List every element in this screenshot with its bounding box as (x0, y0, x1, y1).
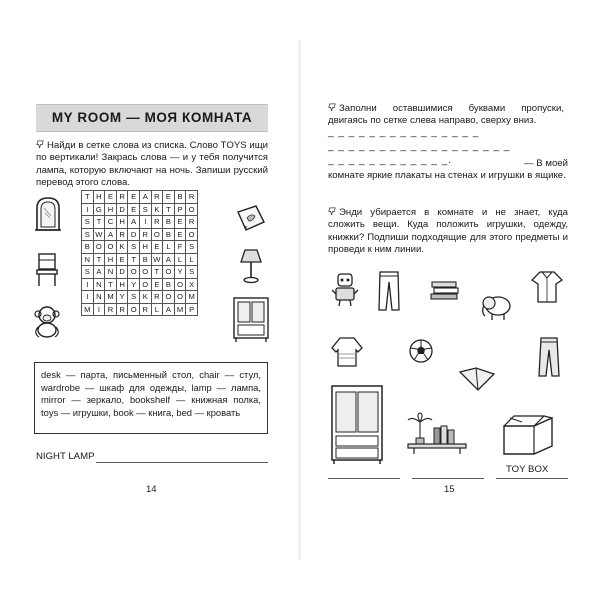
grid-cell[interactable]: Y (174, 266, 186, 279)
grid-cell[interactable]: R (139, 228, 151, 241)
grid-cell[interactable]: X (186, 278, 198, 291)
trousers-icon[interactable] (538, 336, 560, 378)
grid-cell[interactable]: R (139, 303, 151, 316)
page-number: 14 (146, 484, 157, 495)
fill-instruction: Заполни оставшимися буквами пропуски, двигаясь по сетке слева направо, сверху вниз. (328, 103, 564, 127)
right-page (300, 0, 600, 600)
grid-cell[interactable]: E (105, 191, 117, 204)
grid-cell[interactable]: T (128, 253, 140, 266)
grid-cell[interactable]: S (128, 291, 140, 304)
lamp-icon (240, 248, 262, 284)
elephant-toy-icon[interactable] (480, 292, 512, 322)
grid-cell[interactable]: O (163, 291, 175, 304)
grid-cell[interactable]: P (174, 203, 186, 216)
book-icon (236, 204, 266, 232)
grid-cell[interactable]: D (116, 266, 128, 279)
sentence-fragment: — В моей (524, 158, 568, 169)
grid-cell[interactable]: O (174, 278, 186, 291)
grid-cell[interactable]: W (93, 228, 105, 241)
grid-cell[interactable]: R (116, 303, 128, 316)
mirror-icon (33, 196, 63, 232)
grid-cell[interactable]: H (116, 278, 128, 291)
grid-cell[interactable]: M (174, 303, 186, 316)
grid-cell[interactable]: E (116, 253, 128, 266)
grid-row (82, 253, 198, 266)
grid-cell[interactable]: S (82, 266, 94, 279)
grid-cell[interactable]: O (93, 241, 105, 254)
answer-line-wardrobe[interactable] (328, 478, 400, 479)
grid-cell[interactable]: E (174, 216, 186, 229)
pin-icon (36, 140, 45, 149)
wardrobe-icon[interactable] (330, 384, 384, 466)
grid-cell[interactable]: O (163, 266, 175, 279)
grid-cell[interactable]: T (82, 191, 94, 204)
grid-cell[interactable]: T (163, 203, 175, 216)
grid-cell[interactable]: R (105, 303, 117, 316)
grid-cell[interactable]: B (163, 228, 175, 241)
grid-cell[interactable]: B (139, 253, 151, 266)
grid-cell[interactable]: R (186, 191, 198, 204)
grid-cell[interactable]: M (105, 291, 117, 304)
grid-row (82, 266, 198, 279)
grid-cell[interactable]: M (186, 291, 198, 304)
grid-cell[interactable]: I (82, 291, 94, 304)
open-book-icon[interactable] (458, 366, 496, 392)
pin-icon (328, 103, 337, 112)
grid-cell[interactable]: O (174, 291, 186, 304)
grid-cell[interactable]: D (116, 203, 128, 216)
grid-cell[interactable]: C (105, 216, 117, 229)
grid-cell[interactable]: L (186, 253, 198, 266)
grid-cell[interactable]: S (82, 216, 94, 229)
ball-icon[interactable] (408, 338, 434, 364)
grid-cell[interactable]: O (139, 278, 151, 291)
grid-cell[interactable]: E (128, 191, 140, 204)
grid-cell[interactable]: B (163, 278, 175, 291)
grid-cell[interactable]: O (186, 228, 198, 241)
grid-cell[interactable]: R (151, 216, 163, 229)
grid-cell[interactable]: K (139, 291, 151, 304)
grid-cell[interactable]: E (174, 228, 186, 241)
shelf-icon[interactable] (406, 412, 468, 458)
grid-cell[interactable]: H (139, 241, 151, 254)
grid-cell[interactable]: A (163, 303, 175, 316)
grid-cell[interactable]: F (174, 241, 186, 254)
grid-cell[interactable]: K (116, 241, 128, 254)
grid-row (82, 303, 198, 316)
grid-cell[interactable]: S (139, 203, 151, 216)
grid-cell[interactable]: K (151, 203, 163, 216)
fill-blank-row-1[interactable]: _ _ _ _ _ _ _ _ _ _ _ _ _ _ _ (328, 127, 480, 138)
grid-cell[interactable]: E (163, 191, 175, 204)
cabinet-icon (232, 296, 270, 344)
instructions-text: Найди в сетке слова из списка. Слово TOYS ищи по вертикали! Закрась слова — и у тебя получится лампа, которую включают на ночь. Запиши русский перевод этого слова. (36, 140, 268, 189)
grid-cell[interactable]: I (139, 216, 151, 229)
grid-cell[interactable]: O (105, 241, 117, 254)
grid-cell[interactable]: B (174, 191, 186, 204)
chair-icon (36, 252, 58, 288)
grid-cell[interactable]: N (82, 253, 94, 266)
grid-cell[interactable]: H (93, 191, 105, 204)
grid-cell[interactable]: M (82, 303, 94, 316)
grid-cell[interactable]: I (82, 203, 94, 216)
grid-cell[interactable]: R (116, 191, 128, 204)
grid-cell[interactable]: H (105, 253, 117, 266)
grid-row (82, 191, 198, 204)
sentence-end: комнате яркие плакаты на стенах и игрушки в ящике. (328, 170, 566, 181)
jeans-icon[interactable] (378, 270, 400, 312)
grid-row (82, 278, 198, 291)
grid-row (82, 241, 198, 254)
grid-cell[interactable]: A (93, 266, 105, 279)
page-title: MY ROOM — МОЯ КОМНАТА (36, 104, 268, 132)
grid-cell[interactable]: T (93, 253, 105, 266)
grid-cell[interactable]: O (128, 266, 140, 279)
grid-cell[interactable]: T (105, 278, 117, 291)
left-instructions (36, 140, 268, 190)
grid-cell[interactable]: N (93, 278, 105, 291)
grid-cell[interactable]: E (151, 241, 163, 254)
sweater-icon[interactable] (330, 336, 364, 368)
grid-cell[interactable]: O (128, 303, 140, 316)
sort-instruction: Энди убирается в комнате и не знает, куда сложить вещи. Куда положить игрушки, одежду, книжки? Подпиши подходящие для этого предметы и проведи к ним линии. (328, 207, 568, 256)
grid-cell[interactable]: E (151, 278, 163, 291)
grid-cell[interactable]: A (139, 191, 151, 204)
grid-row (82, 203, 198, 216)
grid-row (82, 228, 198, 241)
grid-cell[interactable]: T (151, 266, 163, 279)
page-number: 15 (444, 484, 455, 495)
grid-cell[interactable]: A (105, 228, 117, 241)
answer-line[interactable] (96, 462, 268, 463)
grid-row (82, 216, 198, 229)
fill-blank-row-2[interactable]: _ _ _ _ _ _ _ _ _ _ _ _ _ _ _ _ _ _ (328, 141, 511, 152)
grid-cell[interactable]: A (163, 253, 175, 266)
grid-cell[interactable]: I (93, 303, 105, 316)
robot-icon[interactable] (330, 272, 360, 308)
grid-cell[interactable]: T (93, 216, 105, 229)
grid-cell[interactable]: S (186, 266, 198, 279)
grid-cell[interactable]: R (186, 216, 198, 229)
grid-cell[interactable]: H (105, 203, 117, 216)
word-search-grid (81, 190, 198, 316)
pin-icon (328, 207, 337, 216)
box-icon[interactable] (500, 412, 556, 456)
grid-cell[interactable]: B (82, 241, 94, 254)
monkey-toy-icon (31, 305, 63, 339)
grid-cell[interactable]: D (128, 228, 140, 241)
word-list-box: desk — парта, письменный стол, chair — стул, wardrobe — шкаф для одежды, lamp — лампа, mirror — зеркало, bookshelf — книжная полка, toys — игрушки, book — книга, bed — кровать (34, 362, 268, 434)
answer-label: NIGHT LAMP (36, 451, 95, 462)
answer-line-shelf[interactable] (412, 478, 484, 479)
grid-cell[interactable]: L (163, 241, 175, 254)
grid-cell[interactable]: O (186, 203, 198, 216)
grid-cell[interactable]: O (139, 266, 151, 279)
grid-row (82, 291, 198, 304)
grid-cell[interactable]: Y (128, 278, 140, 291)
grid-cell[interactable]: A (128, 216, 140, 229)
shirt-icon[interactable] (530, 270, 564, 304)
grid-cell[interactable]: I (82, 278, 94, 291)
grid-cell[interactable]: L (174, 253, 186, 266)
grid-cell[interactable]: S (186, 241, 198, 254)
grid-cell[interactable]: S (128, 241, 140, 254)
grid-cell[interactable]: Y (116, 291, 128, 304)
grid-cell[interactable]: B (163, 216, 175, 229)
grid-cell[interactable]: S (82, 228, 94, 241)
toybox-label: TOY BOX (506, 464, 549, 475)
grid-cell[interactable]: N (93, 291, 105, 304)
grid-cell[interactable]: W (151, 253, 163, 266)
grid-cell[interactable]: E (128, 203, 140, 216)
grid-cell[interactable]: H (116, 216, 128, 229)
grid-cell[interactable]: R (151, 291, 163, 304)
fill-blank-row-3[interactable]: _ _ _ _ _ _ _ _ _ _ _ _. (328, 155, 453, 166)
grid-cell[interactable]: L (151, 303, 163, 316)
grid-cell[interactable]: G (93, 203, 105, 216)
grid-cell[interactable]: P (186, 303, 198, 316)
books-stack-icon[interactable] (430, 280, 460, 302)
grid-cell[interactable]: R (116, 228, 128, 241)
answer-line-toybox[interactable] (496, 478, 568, 479)
grid-cell[interactable]: R (151, 191, 163, 204)
grid-cell[interactable]: O (151, 228, 163, 241)
grid-cell[interactable]: N (105, 266, 117, 279)
